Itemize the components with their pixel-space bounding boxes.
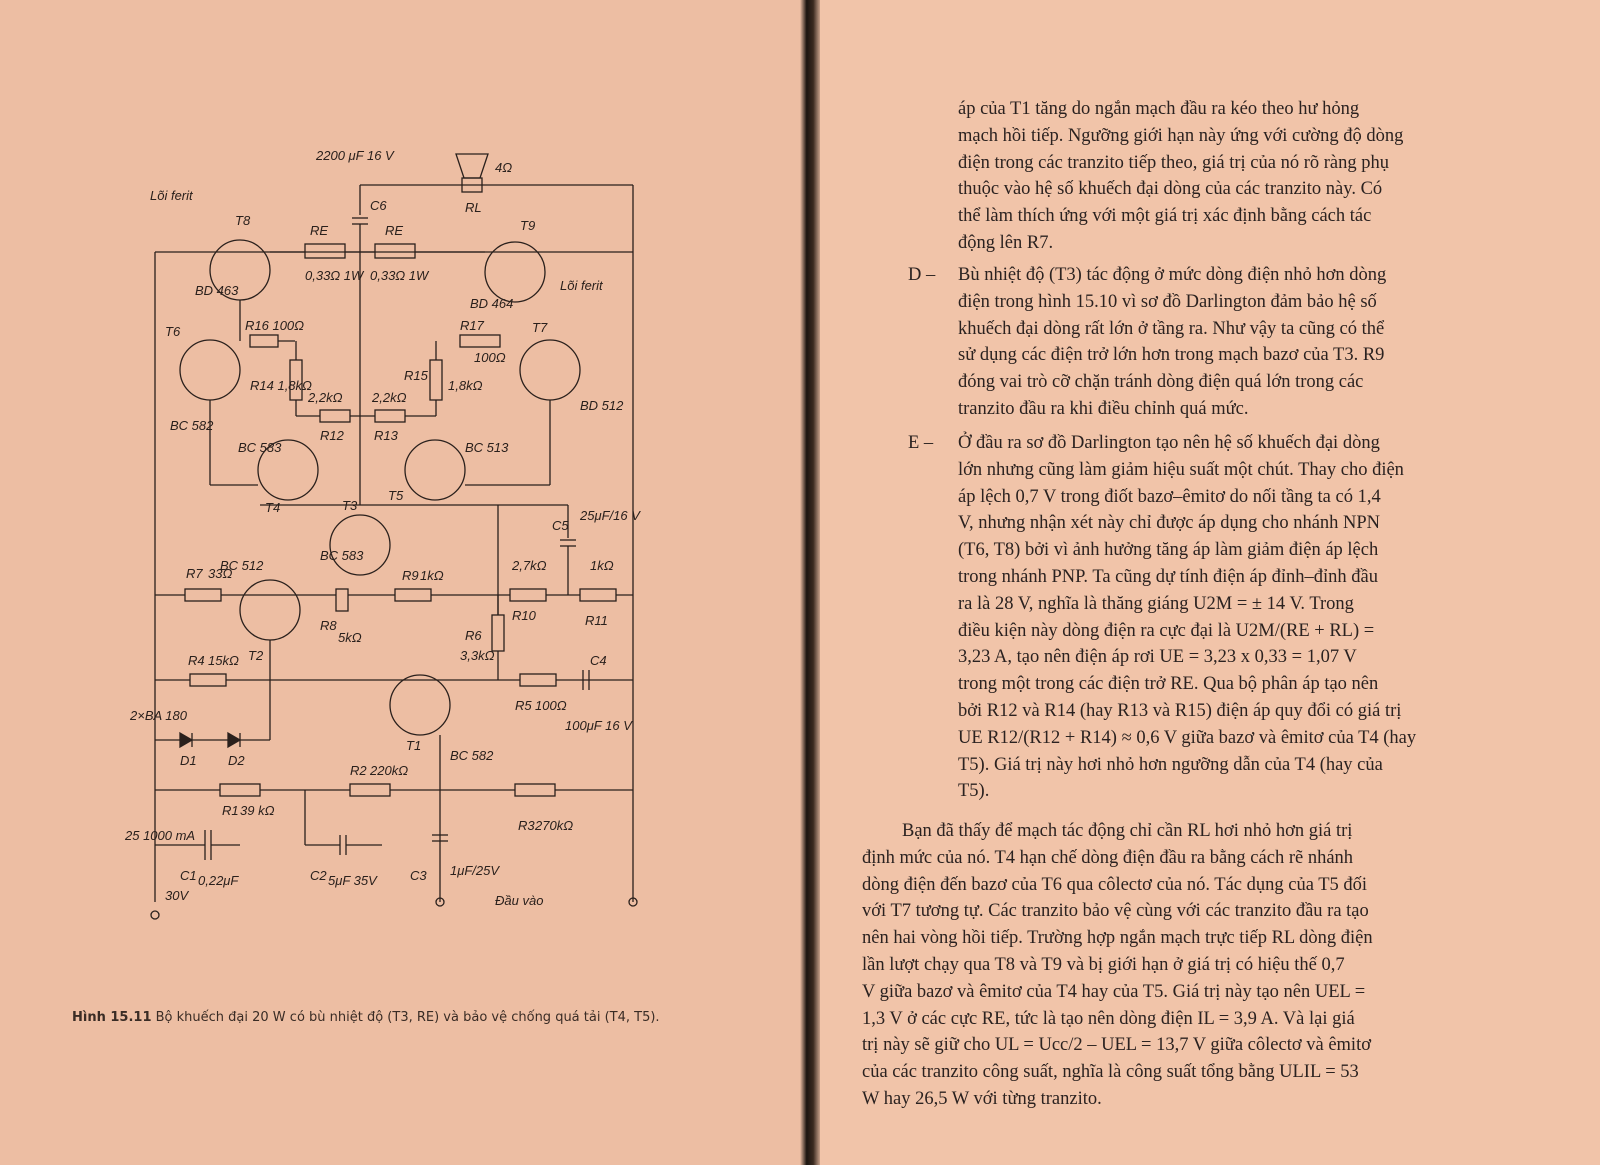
label-r10-value: 2,7kΩ (512, 558, 547, 573)
label-r17: R17 (460, 318, 484, 333)
label-r3: R3 (518, 818, 535, 833)
label-r7: R7 (186, 566, 203, 581)
item-d-line: sử dụng các điện trở lớn hơn trong mạch bazơ của T3. R9 (958, 345, 1385, 366)
label-bc583-t4: BC 583 (238, 440, 282, 455)
label-r15: R15 (404, 368, 428, 383)
closing-line: 1,3 V ở các cực RE, tức là tạo nên dòng điện IL = 3,9 A. Và lại giá (862, 1008, 1355, 1029)
label-r4: R4 (188, 653, 205, 668)
item-d-line: khuếch đại dòng rất lớn ở tầng ra. Như vậy ta cũng có thể (958, 318, 1385, 339)
label-c1-value: 0,22μF (198, 873, 239, 888)
figure-caption-text: Bộ khuếch đại 20 W có bù nhiệt độ (T3, RE) và bảo vệ chống quá tải (T4, T5). (155, 1010, 660, 1025)
intro-line: mạch hồi tiếp. Ngưỡng giới hạn này ứng với cường độ dòng (958, 125, 1404, 146)
label-r8-value: 5kΩ (338, 630, 362, 645)
figure-caption-label: Hình 15.11 (72, 1010, 152, 1025)
label-t2: T2 (248, 648, 264, 663)
item-e-line: ra là 28 V, nghĩa là thăng giáng U2M = ± 14 V. Trong (958, 593, 1354, 614)
label-r13-value: 2,2kΩ (372, 390, 407, 405)
book-gutter (800, 0, 822, 1165)
label-r12: R12 (320, 428, 344, 443)
closing-line: của các tranzito công suất, nghĩa là công suất tổng bằng ULIL = 53 (862, 1062, 1359, 1083)
figure-caption (72, 1008, 672, 1028)
closing-line: W hay 26,5 W với từng tranzito. (862, 1088, 1102, 1109)
label-c2-value: 5μF 35V (328, 873, 377, 888)
label-r4-value: 15kΩ (208, 653, 239, 668)
label-t9: T9 (520, 218, 536, 233)
intro-line: thuộc vào hệ số khuếch đại dòng của các tranzito này. Có (958, 179, 1383, 200)
label-r15-value: 1,8kΩ (448, 378, 483, 393)
item-e-line: lớn nhưng cũng làm giảm hiệu suất một chút. Thay cho điện (958, 459, 1404, 480)
label-c3-value: 1μF/25V (450, 863, 500, 878)
circuit-schematic (120, 140, 660, 940)
label-r5: R5 (515, 698, 532, 713)
item-e (908, 430, 1520, 805)
item-e-line: Ở đầu ra sơ đồ Darlington tạo nên hệ số khuếch đại dòng (958, 433, 1380, 453)
label-bc512: BC 512 (220, 558, 264, 573)
label-r13: R13 (374, 428, 398, 443)
closing-line: trị này sẽ giữ cho UL = Ucc/2 – UEL = 13,7 V giữa côlectơ và êmitơ (862, 1035, 1371, 1056)
label-c3: C3 (410, 868, 427, 883)
label-bd464: BD 464 (470, 296, 514, 311)
label-r11-value: 1kΩ (590, 558, 614, 573)
label-bd463: BD 463 (195, 283, 239, 298)
label-c1: C1 (180, 868, 197, 883)
label-r6-value: 3,3kΩ (460, 648, 495, 663)
intro-line: thể làm thích ứng với một giá trị xác định bằng cách tác (958, 206, 1372, 227)
label-t1: T1 (406, 738, 422, 753)
label-r10: R10 (512, 608, 536, 623)
item-d-label: D – (908, 265, 936, 285)
label-t5: T5 (388, 488, 404, 503)
item-e-line: trong nhánh PNP. Ta cũng dự tính điện áp đỉnh–đỉnh đầu (958, 566, 1378, 587)
label-c4: C4 (590, 653, 607, 668)
item-e-line: áp lệch 0,7 V trong điốt bazơ–êmitơ do nối tầng ta có 1,4 (958, 486, 1381, 507)
item-e-line: V, nhưng nhận xét này chỉ được áp dụng cho nhánh NPN (958, 513, 1381, 534)
label-bc583-t3: BC 583 (320, 548, 364, 563)
label-bd512: BD 512 (580, 398, 624, 413)
label-c2: C2 (310, 868, 327, 883)
label-re-1: RE (310, 223, 329, 238)
intro-paragraph (958, 96, 1520, 257)
closing-line: V giữa bazơ và êmitơ của T4 hay của T5. Giá trị này tạo nên UEL = (862, 981, 1366, 1002)
label-r5-value: 100Ω (535, 698, 567, 713)
item-e-line: (T6, T8) bởi vì ảnh hưởng tăng áp làm giảm điện áp lệch (958, 540, 1379, 561)
item-e-line: 3,23 A, tạo nên điện áp rơi UE = 3,23 x 0,33 = 1,07 V (958, 647, 1357, 668)
label-t3: T3 (342, 498, 358, 513)
item-d-line: điện trong hình 15.10 vì sơ đồ Darlington đảm bảo hệ số (958, 291, 1377, 312)
label-ferrite-core-1: Lõi ferit (150, 188, 193, 203)
label-rl: RL (465, 200, 482, 215)
item-e-line: bởi R12 và R14 (hay R13 và R15) điện áp quy đổi có giá trị (958, 700, 1402, 721)
label-r2: R2 (350, 763, 367, 778)
label-r1: R1 (222, 803, 239, 818)
item-e-line: T5). (958, 781, 990, 802)
label-c5: C5 (552, 518, 569, 533)
item-d-line: Bù nhiệt độ (T3) tác động ở mức dòng điện nhỏ hơn dòng (958, 265, 1387, 285)
item-d-line: đóng vai trò cỡ chặn tránh dòng điện quá lớn trong các (958, 372, 1364, 393)
closing-line: lần lượt chạy qua T8 và T9 và bị giới hạn ở giá trị có hiệu thế 0,7 (862, 954, 1345, 975)
label-r9-value: 1kΩ (420, 568, 444, 583)
right-page (820, 0, 1600, 1165)
label-r14: R14 1,8kΩ (250, 378, 312, 393)
label-r3-value: 270kΩ (535, 818, 574, 833)
item-e-line: trong một trong các điện trở RE. Qua bộ phân áp tạo nên (958, 674, 1379, 695)
label-t4: T4 (265, 500, 281, 515)
label-t8: T8 (235, 213, 251, 228)
label-input: Đầu vào (495, 893, 544, 908)
label-c5-value: 25μF/16 V (580, 508, 640, 523)
label-r6: R6 (465, 628, 482, 643)
label-speaker-ohms: 4Ω (495, 160, 513, 175)
intro-line: áp của T1 tăng do ngắn mạch đầu ra kéo theo hư hỏng (958, 99, 1360, 119)
label-diodes: 2×BA 180 (130, 708, 187, 723)
label-r7-value: 33Ω (208, 566, 233, 581)
closing-line: định mức của nó. T4 hạn chế dòng điện đầu ra bằng cách rẽ nhánh (862, 847, 1354, 868)
label-re-2-value: 0,33Ω 1W (370, 268, 429, 283)
label-re-2: RE (385, 223, 404, 238)
label-r2-value: 220kΩ (370, 763, 409, 778)
intro-line: điện trong các tranzito tiếp theo, giá trị của nó rõ ràng phụ (958, 152, 1390, 173)
label-c6: C6 (370, 198, 387, 213)
label-r17-value: 100Ω (474, 350, 506, 365)
label-r1-value: 39 kΩ (240, 803, 275, 818)
label-t6: T6 (165, 324, 181, 339)
closing-line: Bạn đã thấy để mạch tác động chỉ cần RL hơi nhỏ hơn giá trị (902, 821, 1353, 841)
label-r12-value: 2,2kΩ (308, 390, 343, 405)
label-d1: D1 (180, 753, 197, 768)
label-bc582-bottom: BC 582 (450, 748, 494, 763)
label-t7: T7 (532, 320, 548, 335)
label-supply-voltage: 30V (165, 888, 189, 903)
closing-line: nên hai vòng hồi tiếp. Trường hợp ngắn mạch trực tiếp RL dòng điện (862, 928, 1373, 949)
label-r11: R11 (585, 613, 608, 628)
label-c4-value: 100μF 16 V (565, 718, 632, 733)
label-r8: R8 (320, 618, 337, 633)
label-d2: D2 (228, 753, 245, 768)
item-e-line: T5). Giá trị này hơi nhỏ hơn ngưỡng dẫn của T4 (hay của (958, 754, 1383, 775)
closing-line: dòng điện đến bazơ của T6 qua côlectơ của nó. Tác dụng của T5 đối (862, 874, 1368, 895)
label-supply-current: 25 1000 mA (125, 828, 196, 843)
closing-line: với T7 tương tự. Các tranzito bảo vệ cùng với các tranzito đầu ra tạo (862, 901, 1369, 922)
item-e-label: E – (908, 433, 934, 453)
label-bc513: BC 513 (465, 440, 509, 455)
label-bc582-top: BC 582 (170, 418, 214, 433)
intro-line: động lên R7. (958, 232, 1054, 253)
item-d-line: tranzito đầu ra khi điều chỉnh quá mức. (958, 398, 1249, 419)
label-r16: R16 100Ω (245, 318, 305, 333)
item-e-line: điều kiện này dòng điện ra cực đại là U2M/(RE + RL) = (958, 620, 1375, 641)
closing-paragraph (862, 818, 1522, 1113)
item-d (908, 262, 1520, 423)
label-re-1-value: 0,33Ω 1W (305, 268, 364, 283)
label-c6-value: 2200 μF 16 V (316, 148, 394, 163)
item-e-line: UE R12/(R12 + R14) ≈ 0,6 V giữa bazơ và êmitơ của T4 (hay (958, 727, 1417, 748)
label-ferrite-core-2: Lõi ferit (560, 278, 603, 293)
label-r9: R9 (402, 568, 419, 583)
